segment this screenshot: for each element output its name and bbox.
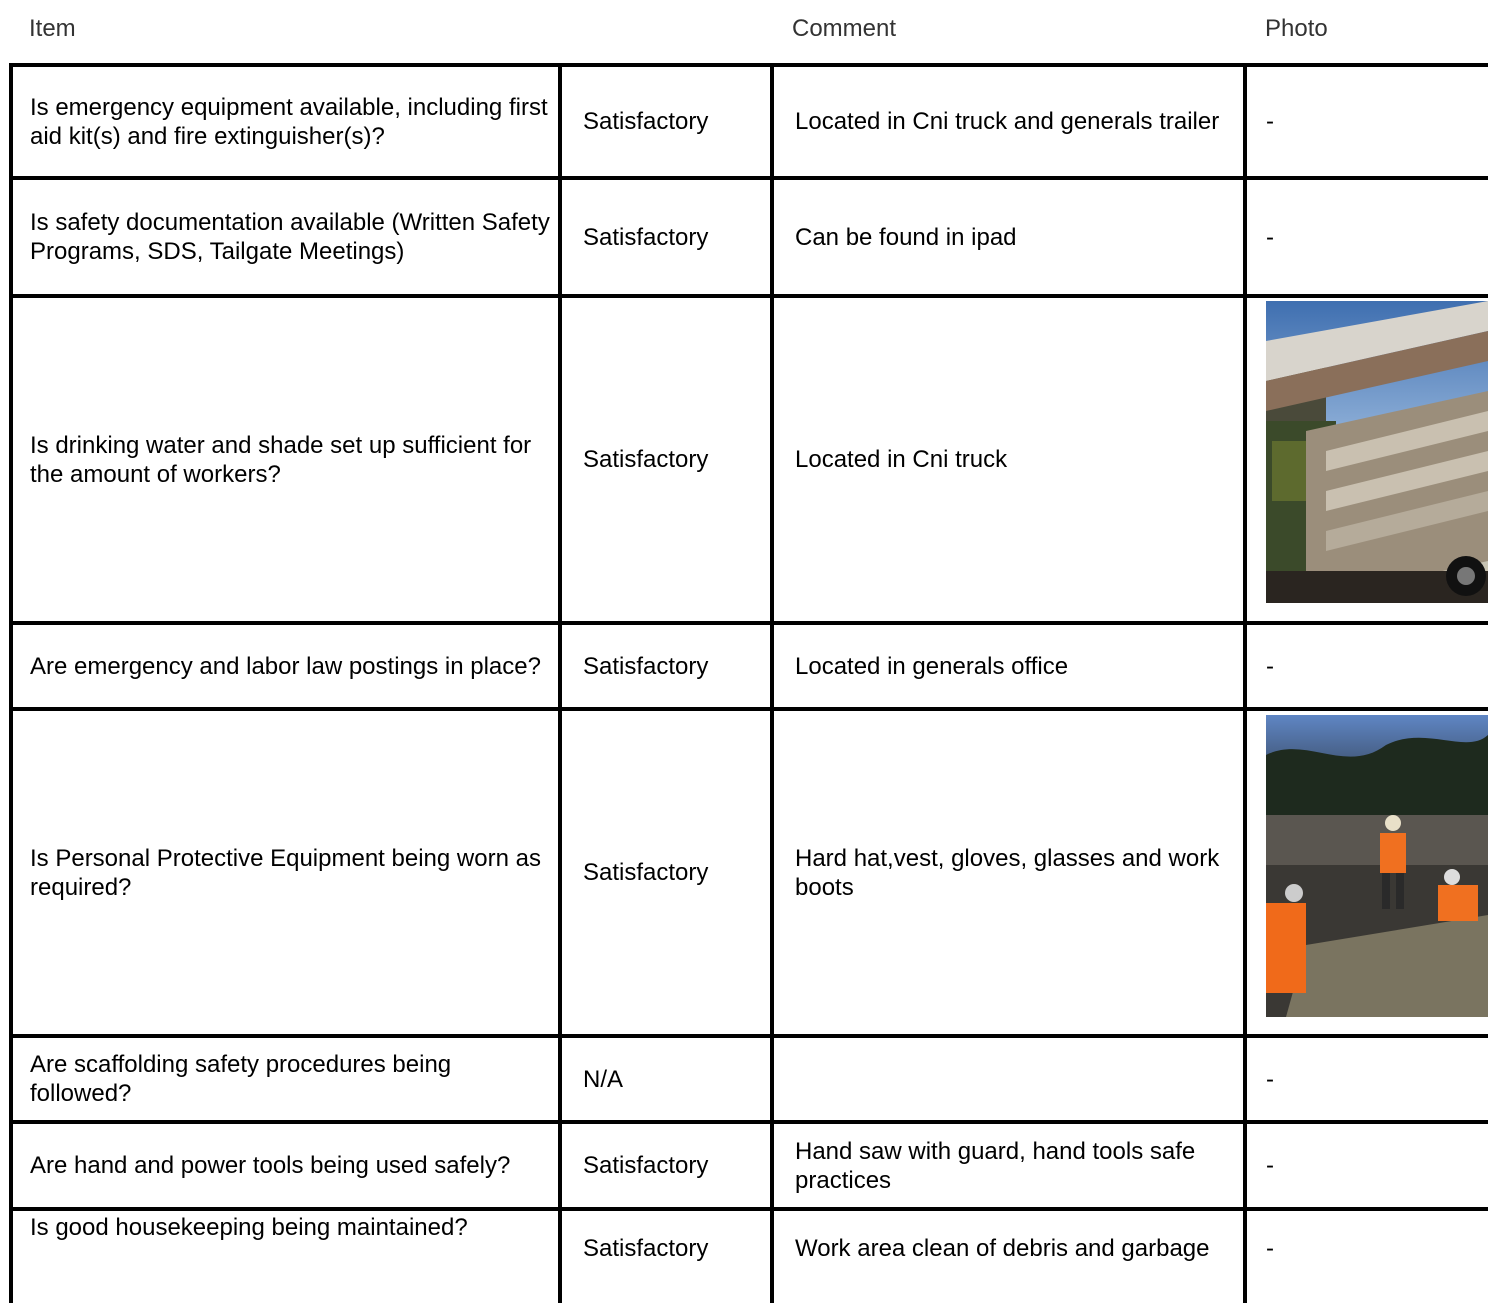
comment-text [795, 1038, 1243, 1120]
item-text: Is good housekeeping being maintained? [30, 1214, 468, 1241]
comment-text: Hand saw with guard, hand tools safe practices [795, 1137, 1196, 1194]
status-text: Satisfactory [583, 223, 709, 251]
column-divider [558, 63, 562, 1303]
photo-placeholder: - [1266, 108, 1274, 135]
comment-text: Located in generals office [795, 652, 1069, 680]
workers-photo[interactable] [1266, 715, 1488, 1017]
photo-placeholder: - [1266, 1065, 1274, 1093]
status-text: N/A [583, 1065, 624, 1093]
item-text: Are emergency and labor law postings in place? [30, 652, 541, 680]
table-border-left [9, 63, 13, 1303]
status-text: Satisfactory [583, 1152, 709, 1179]
comment-text: Can be found in ipad [795, 223, 1017, 251]
comment-text: Work area clean of debris and garbage [795, 1234, 1210, 1262]
item-text: Is Personal Protective Equipment being worn as required? [30, 844, 541, 901]
comment-text: Located in Cni truck and generals trailer [795, 108, 1220, 135]
comment-text: Hard hat,vest, gloves, glasses and work boots [795, 844, 1220, 901]
status-text: Satisfactory [583, 859, 709, 886]
inspection-table [9, 63, 1488, 1303]
header-comment: Comment [792, 15, 897, 42]
status-text: Satisfactory [583, 1234, 709, 1262]
column-divider [770, 63, 774, 1303]
item-text: Is safety documentation available (Written Safety Programs, SDS, Tailgate Meetings) [30, 209, 550, 265]
photo-placeholder: - [1266, 223, 1274, 251]
status-text: Satisfactory [583, 446, 709, 473]
photo-placeholder: - [1266, 652, 1274, 680]
truck-photo-image [1266, 301, 1488, 603]
truck-photo[interactable] [1266, 301, 1488, 603]
item-text: Are hand and power tools being used safely? [30, 1152, 511, 1179]
workers-photo-image [1266, 715, 1488, 1017]
column-divider [1243, 63, 1247, 1303]
comment-text: Located in Cni truck [795, 446, 1008, 473]
photo-placeholder: - [1266, 1234, 1274, 1262]
header-item: Item [29, 15, 76, 42]
status-text: Satisfactory [583, 108, 709, 135]
item-text: Is emergency equipment available, including first aid kit(s) and fire extinguisher(s)? [30, 93, 548, 150]
status-text: Satisfactory [583, 652, 709, 680]
header-photo: Photo [1265, 15, 1328, 42]
item-text: Are scaffolding safety procedures being followed? [30, 1051, 452, 1107]
photo-placeholder: - [1266, 1152, 1274, 1179]
item-text: Is drinking water and shade set up sufficient for the amount of workers? [30, 431, 532, 488]
